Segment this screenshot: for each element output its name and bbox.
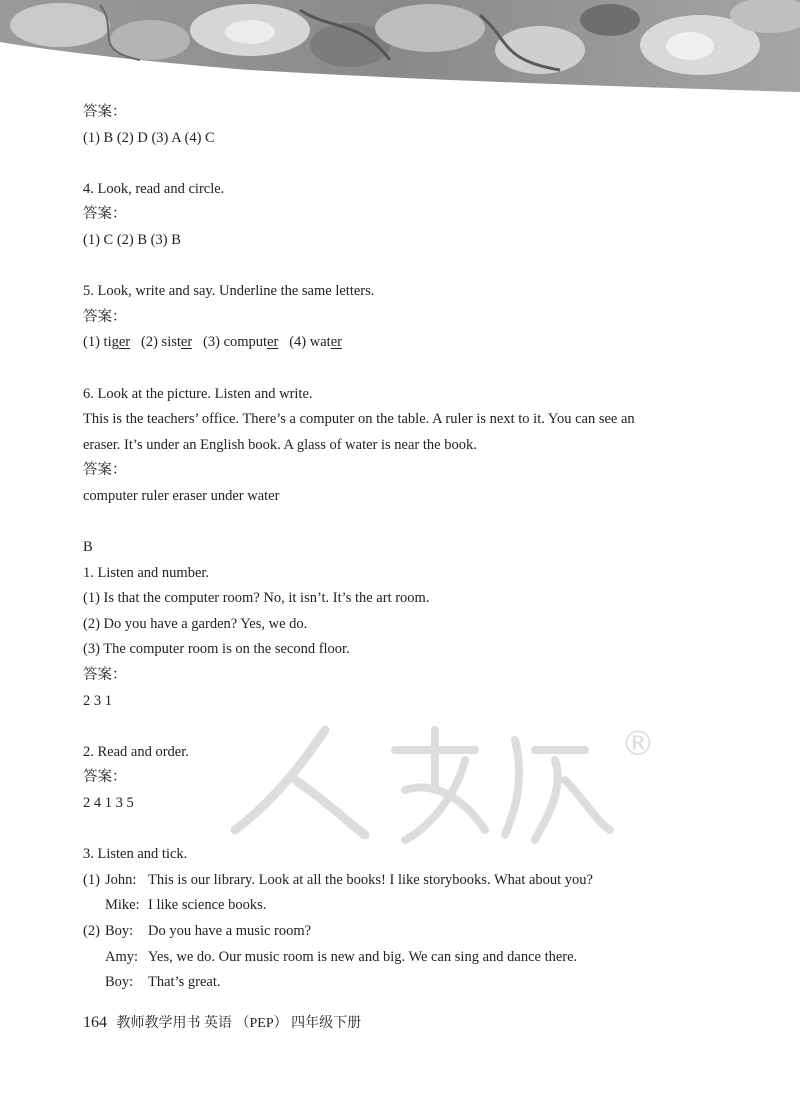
dialogue-line bbox=[83, 868, 723, 894]
question-title: 5. Look, write and say. Underline the same letters. bbox=[83, 283, 375, 300]
item-number: (1) bbox=[83, 334, 100, 351]
answer-label: 答案： bbox=[83, 308, 127, 325]
speaker: Amy: bbox=[105, 948, 139, 965]
transcript-line: (1) Is that the computer room? No, it isn’t. It’s the art room. bbox=[83, 590, 430, 607]
word-stem: sist bbox=[161, 334, 181, 351]
answer-line: (1) C (2) B (3) B bbox=[83, 231, 181, 248]
item-number: (2) bbox=[141, 334, 158, 351]
item-number: (4) bbox=[289, 334, 307, 351]
utterance: This is our library. Look at all the books! I like storybooks. What about you? bbox=[148, 871, 593, 888]
question-title: 1. Listen and number. bbox=[83, 564, 210, 581]
answer-line: computer ruler eraser under water bbox=[83, 487, 280, 504]
answer-line: (1) B (2) D (3) A (4) C bbox=[83, 129, 215, 146]
utterance: Yes, we do. Our music room is new and big. We can sing and dance there. bbox=[148, 948, 578, 965]
transcript-line: eraser. It’s under an English book. A glass of water is near the book. bbox=[83, 436, 477, 453]
floral-banner-graphic bbox=[0, 0, 800, 92]
page-number: 164 bbox=[83, 1014, 107, 1031]
speaker: Boy: bbox=[105, 974, 134, 991]
answer-label: 答案： bbox=[83, 667, 127, 684]
item-number bbox=[83, 945, 105, 971]
answer-label: 答案： bbox=[83, 462, 127, 479]
registered-mark: ® bbox=[621, 724, 655, 764]
header-floral-banner bbox=[0, 0, 800, 92]
item-number: (1) bbox=[83, 871, 100, 888]
answer-label: 答案： bbox=[83, 206, 127, 223]
page-footer bbox=[83, 1012, 361, 1032]
section-heading: B bbox=[83, 539, 93, 556]
word-stem: wat bbox=[309, 334, 331, 351]
utterance: That’s great. bbox=[148, 974, 221, 991]
question-title: 3. Listen and tick. bbox=[83, 846, 188, 863]
utterance: I like science books. bbox=[148, 897, 267, 914]
speaker: John: bbox=[105, 871, 137, 888]
dialogue-line bbox=[83, 945, 723, 971]
underlined-letters: er bbox=[330, 334, 342, 351]
book-title: 教师教学用书 英语 （PEP） 四年级下册 bbox=[116, 1016, 362, 1031]
answer-line: 2 4 1 3 5 bbox=[83, 795, 134, 812]
transcript-line: (3) The computer room is on the second floor. bbox=[83, 641, 350, 658]
underlined-letters: er bbox=[267, 334, 279, 351]
item-number: (3) bbox=[203, 334, 220, 351]
transcript-line: (2) Do you have a garden? Yes, we do. bbox=[83, 615, 308, 632]
answer-line-underlined bbox=[83, 330, 723, 356]
item-number bbox=[83, 893, 105, 919]
speaker: Mike: bbox=[105, 897, 140, 914]
answer-label: 答案： bbox=[83, 769, 127, 786]
transcript-line: This is the teachers’ office. There’s a computer on the table. A ruler is next to it. You can see an bbox=[83, 411, 635, 428]
word-stem: comput bbox=[223, 334, 268, 351]
item-number bbox=[83, 970, 105, 996]
speaker: Boy: bbox=[105, 923, 134, 939]
underlined-letters: er bbox=[180, 334, 193, 351]
word-stem: tig bbox=[103, 334, 119, 351]
utterance: Do you have a music room? bbox=[148, 923, 312, 939]
question-title: 6. Look at the picture. Listen and write. bbox=[83, 385, 313, 402]
item-number: (2) bbox=[83, 923, 100, 939]
dialogue-line bbox=[83, 970, 723, 996]
answer-line: 2 3 1 bbox=[83, 692, 112, 709]
question-title: 4. Look, read and circle. bbox=[83, 180, 225, 197]
dialogue-line bbox=[83, 919, 723, 945]
question-title: 2. Read and order. bbox=[83, 743, 189, 760]
answer-key-content bbox=[83, 100, 723, 996]
answer-label: 答案： bbox=[83, 104, 127, 120]
dialogue-line bbox=[83, 893, 723, 919]
underlined-letters: er bbox=[118, 334, 131, 351]
